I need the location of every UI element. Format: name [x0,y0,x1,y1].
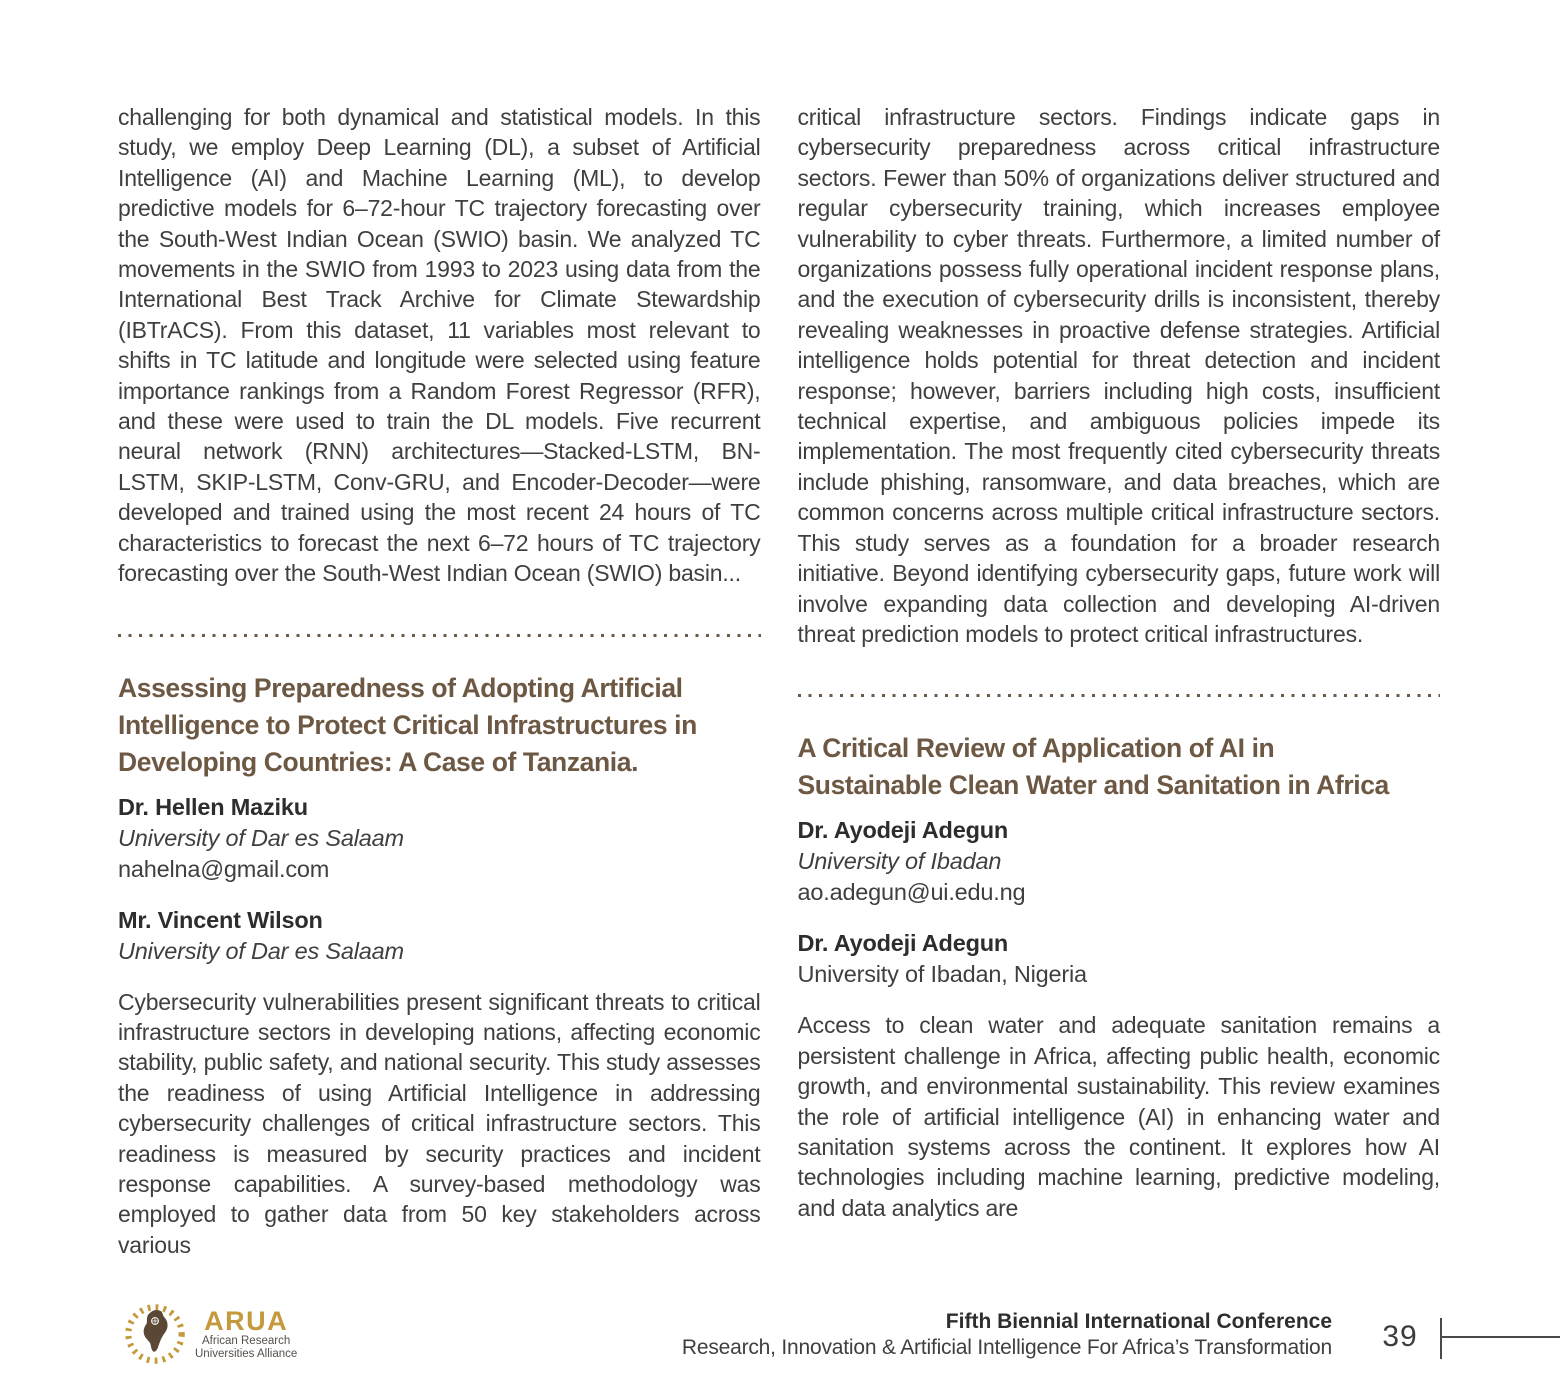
author-affiliation: University of Dar es Salaam [118,937,404,964]
right-column [798,102,1441,1260]
abstract-continuation-paragraph: critical infrastructure sectors. Findings indicate gaps in cybersecurity preparedness across critical infrastructure sectors. Fewer than 50% of organizations deliver structured and regular cybersecurity training, which increases employee vulnerability to cyber threats. Furthermore, a limited number of organizations possess fully operational incident response plans, and the execution of cybersecurity drills is inconsistent, thereby revealing weaknesses in proactive defense strategies. Artificial intelligence holds potential for threat detection and incident response; however, barriers including high costs, insufficient technical expertise, and ambiguous policies impede its implementation. The most frequently cited cybersecurity threats include phishing, ransomware, and data breaches, which are common concerns across multiple critical infrastructure sectors. This study serves as a foundation for a broader research initiative. Beyond identifying cybersecurity gaps, future work will involve expanding data collection and developing AI-driven threat prediction models to protect critical infrastructures. [797,104,1440,647]
page-number-rule-horizontal [1440,1336,1560,1338]
abstract-title-line: A Critical Review of Application of AI in [797,733,1275,764]
author-name: Dr. Ayodeji Adegun [797,817,1009,844]
arua-tagline: African Research [202,1334,291,1347]
abstract-title [118,670,761,781]
page-number-rule-vertical [1440,1318,1442,1359]
two-column-layout [118,102,1440,1260]
author-name: Mr. Vincent Wilson [118,906,323,933]
page-number: 39 [1382,1320,1418,1353]
arua-logo-text [195,1307,297,1362]
conference-title: Fifth Biennial International Conference [945,1310,1332,1333]
author-affiliation: University of Ibadan, Nigeria [797,961,1087,988]
abstract-title-line: Developing Countries: A Case of Tanzania. [118,746,639,777]
author-name: Dr. Ayodeji Adegun [797,930,1009,957]
author-block [798,815,1441,908]
author-email: nahelna@gmail.com [118,855,330,882]
author-name: Dr. Hellen Maziku [118,793,308,820]
author-email: ao.adegun@ui.edu.ng [797,879,1026,906]
abstract-title-line: Sustainable Clean Water and Sanitation in Africa [797,770,1389,801]
abstract-continuation-paragraph: challenging for both dynamical and statistical models. In this study, we employ Deep Learning (DL), a subset of Artificial Intelligence (AI) and Machine Learning (ML), to develop predictive models for 6–72-hour TC trajectory forecasting over the South-West Indian Ocean (SWIO) basin. We analyzed TC movements in the SWIO from 1993 to 2023 using data from the International Best Track Archive for Climate Stewardship (IBTrACS). From this dataset, 11 variables most relevant to shifts in TC latitude and longitude were selected using feature importance rankings from a Random Forest Regressor (RFR), and these were used to train the DL models. Five recurrent neural network (RNN) architectures—Stacked-LSTM, BN-LSTM, SKIP-LSTM, Conv-GRU, and Encoder-Decoder—were developed and trained using the most recent 24 hours of TC characteristics to forecast the next 6–72 hours of TC trajectory forecasting over the South-West Indian Ocean (SWIO) basin... [118,104,761,587]
footer-conference-info [682,1309,1332,1361]
author-block [118,792,761,885]
abstract-title-line: Intelligence to Protect Critical Infrastructures in [118,709,697,740]
left-column [118,102,761,1260]
dotted-section-divider [118,634,761,637]
abstract-title-line: Assessing Preparedness of Adopting Artificial [118,672,683,703]
author-block [118,905,761,967]
arua-tagline: Universities Alliance [195,1348,298,1360]
arua-logo-icon [124,1303,186,1365]
author-affiliation: University of Ibadan [797,848,1002,875]
author-affiliation: University of Dar es Salaam [118,824,404,851]
dotted-section-divider [798,694,1441,697]
arua-logo [124,1303,297,1365]
author-block [798,928,1441,990]
abstract-body-paragraph: Cybersecurity vulnerabilities present significant threats to critical infrastructure sectors in developing nations, affecting economic stability, public safety, and national security. This study assesses the readiness of using Artificial Intelligence in addressing cybersecurity challenges of critical infrastructure sectors. This readiness is measured by security practices and incident response capabilities. A survey-based methodology was employed to gather data from 50 key stakeholders across various [118,988,761,1258]
abstract-body-paragraph: Access to clean water and adequate sanitation remains a persistent challenge in Africa, affecting public health, economic growth, and environmental sustainability. This review examines the role of artificial intelligence (AI) in enhancing water and sanitation systems across the continent. It explores how AI technologies including machine learning, predictive modeling, and data analytics are [797,1012,1440,1221]
conference-subtitle: Research, Innovation & Artificial Intelligence For Africa’s Transformation [681,1336,1332,1359]
abstract-title [798,730,1441,804]
arua-brand-name: ARUA [204,1305,289,1336]
